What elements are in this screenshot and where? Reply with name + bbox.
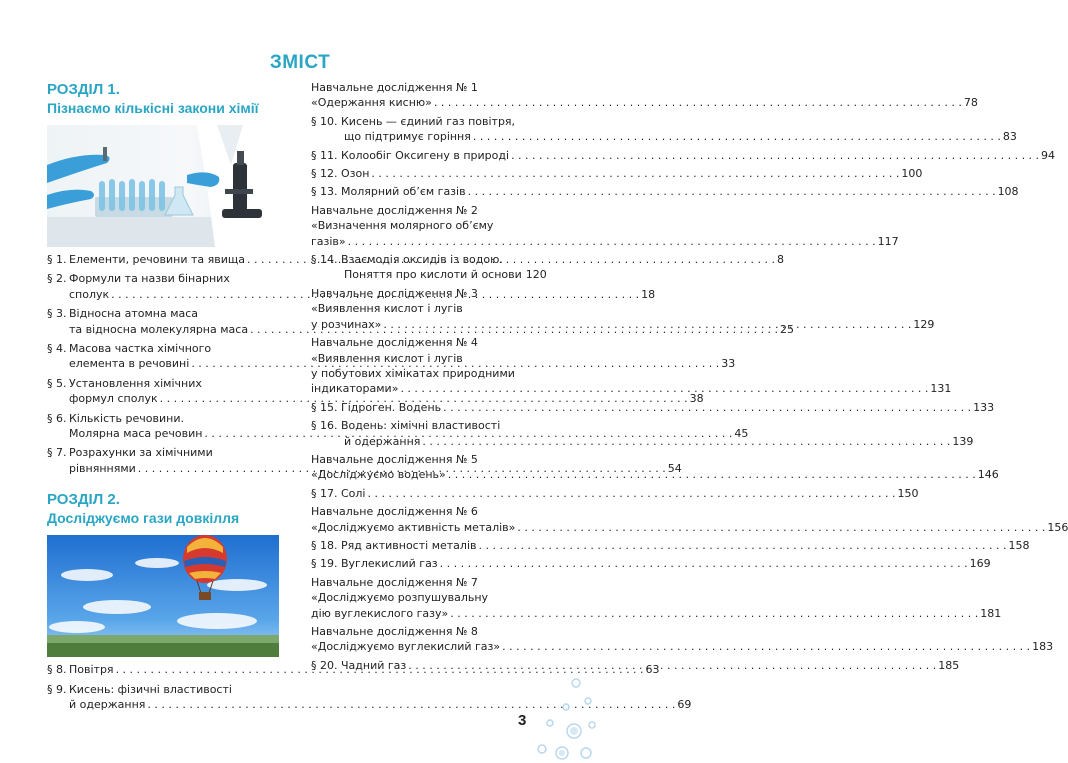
entry-title: Навчальне дослідження № 2 xyxy=(311,203,478,217)
entry-title: § 18. Ряд активності металів xyxy=(311,538,477,552)
page-ref: 169 xyxy=(969,557,991,571)
entry-title: елемента в речовині xyxy=(69,357,190,371)
entry-title: Навчальне дослідження № 8 xyxy=(311,625,478,638)
entry-title: у побутових хімікатах природними xyxy=(311,366,515,380)
entry-title: Навчальне дослідження № 5 xyxy=(311,452,478,466)
page-ref: 38 xyxy=(689,392,704,406)
dot-leader xyxy=(440,556,968,571)
page-ref: 78 xyxy=(963,96,978,110)
entry-title: § 14. Взаємодія оксидів із водою. xyxy=(311,253,503,267)
entry-title: що підтримує горіння xyxy=(344,130,471,144)
balloon-photo-illustration xyxy=(47,535,279,657)
entry-number: § 7. xyxy=(47,446,67,460)
entry-title: та відносна молекулярна маса xyxy=(69,322,249,336)
entry-title: § 13. Молярний об’єм газів xyxy=(311,185,466,199)
entry-title: у розчинах» xyxy=(311,317,382,331)
toc-entry[interactable] xyxy=(311,148,1056,163)
toc-entry[interactable] xyxy=(311,504,1068,535)
page-ref: 150 xyxy=(897,486,919,500)
entry-title: формул сполук xyxy=(69,392,158,406)
dot-leader xyxy=(422,434,950,449)
dot-leader xyxy=(408,658,936,673)
section-1-name: Пізнаємо кількісні закони хімії xyxy=(47,100,259,116)
decorative-bubbles xyxy=(530,673,600,763)
toc-entry[interactable] xyxy=(311,400,995,415)
entry-title: рівняннями xyxy=(69,461,136,475)
entry-title: дію вуглекислого газу» xyxy=(311,606,449,620)
entry-title: Навчальне дослідження № 7 xyxy=(311,575,478,589)
entry-title: Розрахунки за хімічними xyxy=(69,446,213,460)
page-ref: 8 xyxy=(776,253,784,266)
toc-entry[interactable] xyxy=(311,252,547,283)
page-ref: 83 xyxy=(1002,130,1017,144)
entry-title: Поняття про кислоти й основи xyxy=(344,268,522,282)
entry-title: § 17. Солі xyxy=(311,486,366,500)
page-ref: 117 xyxy=(877,234,899,248)
entry-number: § 2. xyxy=(47,272,67,286)
page-ref: 54 xyxy=(667,461,682,475)
entry-title: Навчальне дослідження № 1 xyxy=(311,81,478,94)
page-ref: 139 xyxy=(952,434,974,448)
entry-title: «Досліджуємо водень» xyxy=(311,468,446,482)
page-ref: 156 xyxy=(1047,520,1068,534)
entry-title: Елементи, речовини та явища xyxy=(69,253,245,266)
entry-title: Формули та назви бінарних xyxy=(69,272,230,286)
entry-number: § 1. xyxy=(47,253,67,266)
page-ref: 45 xyxy=(734,427,749,441)
dot-leader xyxy=(400,381,928,396)
toc-entry[interactable] xyxy=(311,556,991,571)
lab-photo-illustration xyxy=(47,125,279,247)
toc-entry[interactable] xyxy=(311,203,899,249)
entry-title: «Виявлення кислот і лугів xyxy=(311,351,463,365)
entry-title: Молярна маса речовин xyxy=(69,427,203,441)
dot-leader xyxy=(478,538,1006,553)
toc-entry[interactable] xyxy=(311,575,1002,621)
entry-title: «Одержання кисню» xyxy=(311,96,432,110)
entry-title: Навчальне дослідження № 4 xyxy=(311,336,478,350)
entry-title: Масова частка хімічного xyxy=(69,342,212,356)
entry-title: «Виявлення кислот і лугів xyxy=(311,302,463,316)
entry-title: сполук xyxy=(69,287,110,301)
entry-number: § 5. xyxy=(47,376,67,390)
dot-leader xyxy=(511,148,1039,163)
page-ref: 100 xyxy=(901,167,923,181)
entry-title: § 19. Вуглекислий газ xyxy=(311,557,438,571)
page-number: 3 xyxy=(518,712,527,729)
page-ref: 158 xyxy=(1008,538,1030,552)
dot-leader xyxy=(367,486,895,501)
section-1-number: РОЗДІЛ 1. xyxy=(47,81,120,98)
page-ref: 18 xyxy=(641,287,656,301)
toc-entry[interactable] xyxy=(311,166,923,181)
toc-entry[interactable] xyxy=(311,184,1019,199)
page-ref: 129 xyxy=(913,317,935,331)
page-ref: 181 xyxy=(980,606,1002,620)
dot-leader xyxy=(434,95,962,110)
dot-leader xyxy=(450,606,978,621)
toc-entry[interactable] xyxy=(311,486,919,501)
page-ref: 108 xyxy=(997,185,1019,199)
entry-number: § 6. xyxy=(47,411,67,425)
entry-title: § 16. Водень: хімічні властивості xyxy=(311,419,501,433)
entry-title: § 10. Кисень — єдиний газ повітря, xyxy=(311,114,516,128)
entry-title: Навчальне дослідження № 3 xyxy=(311,286,478,300)
dot-leader xyxy=(443,400,971,415)
entry-title: «Досліджуємо розпушувальну xyxy=(311,591,489,605)
entry-title: Кисень: фізичні властивості xyxy=(69,682,232,696)
entry-title: § 20. Чадний газ xyxy=(311,658,407,672)
entry-number: § 3. xyxy=(47,307,67,321)
dot-leader xyxy=(348,234,876,249)
page-ref: 146 xyxy=(977,468,999,482)
dot-leader xyxy=(473,129,1001,144)
page-ref: 183 xyxy=(1032,640,1054,654)
page-ref: 120 xyxy=(525,268,547,282)
entry-title: «Досліджуємо вуглекислий газ» xyxy=(311,640,501,654)
page-ref: 185 xyxy=(938,658,960,672)
page-ref: 69 xyxy=(677,698,692,712)
toc-entry[interactable] xyxy=(311,80,978,111)
page-title: ЗМІСТ xyxy=(269,52,331,73)
entry-title: й одержання xyxy=(69,698,146,712)
entry-title: § 11. Колообіг Оксигену в природі xyxy=(311,148,510,162)
dot-leader xyxy=(371,166,899,181)
section-2-name: Досліджуємо гази довкілля xyxy=(47,510,240,527)
entry-title: § 15. Гідроген. Водень xyxy=(311,400,442,414)
page-ref: 131 xyxy=(930,382,952,396)
dot-leader xyxy=(383,317,911,332)
entry-title: й одержання xyxy=(344,434,421,448)
dot-leader xyxy=(468,184,996,199)
toc-entry[interactable] xyxy=(311,114,1017,145)
page-ref: 63 xyxy=(645,663,660,677)
section-2-number: РОЗДІЛ 2. xyxy=(47,491,120,509)
lab-photo xyxy=(47,125,279,247)
dot-leader xyxy=(517,520,1045,535)
toc-entry[interactable] xyxy=(311,538,1030,553)
entry-number: § 9. xyxy=(47,682,67,696)
page-ref: 33 xyxy=(721,357,736,371)
entry-title: «Визначення молярного об’єму xyxy=(311,219,494,233)
entry-title: «Досліджуємо активність металів» xyxy=(311,520,516,534)
entry-title: Кількість речовини. xyxy=(69,411,184,425)
page-ref: 133 xyxy=(973,400,995,414)
toc-entry[interactable] xyxy=(311,624,1054,655)
entry-title: газів» xyxy=(311,234,346,248)
entry-number: § 8. xyxy=(47,663,67,677)
entry-title: § 12. Озон xyxy=(311,167,370,181)
entry-title: Навчальне дослідження № 6 xyxy=(311,505,478,519)
entry-title: Відносна атомна маса xyxy=(69,307,199,321)
entry-title: індикаторами» xyxy=(311,382,399,396)
entry-title: Установлення хімічних xyxy=(69,376,202,390)
toc-entry[interactable] xyxy=(47,682,692,713)
balloon-photo xyxy=(47,535,279,657)
dot-leader xyxy=(448,467,976,482)
page-ref: 94 xyxy=(1041,148,1056,162)
dot-leader xyxy=(502,639,1030,654)
entry-title: Повітря xyxy=(69,663,114,677)
page-ref: 25 xyxy=(780,322,795,336)
entry-number: § 4. xyxy=(47,342,67,356)
